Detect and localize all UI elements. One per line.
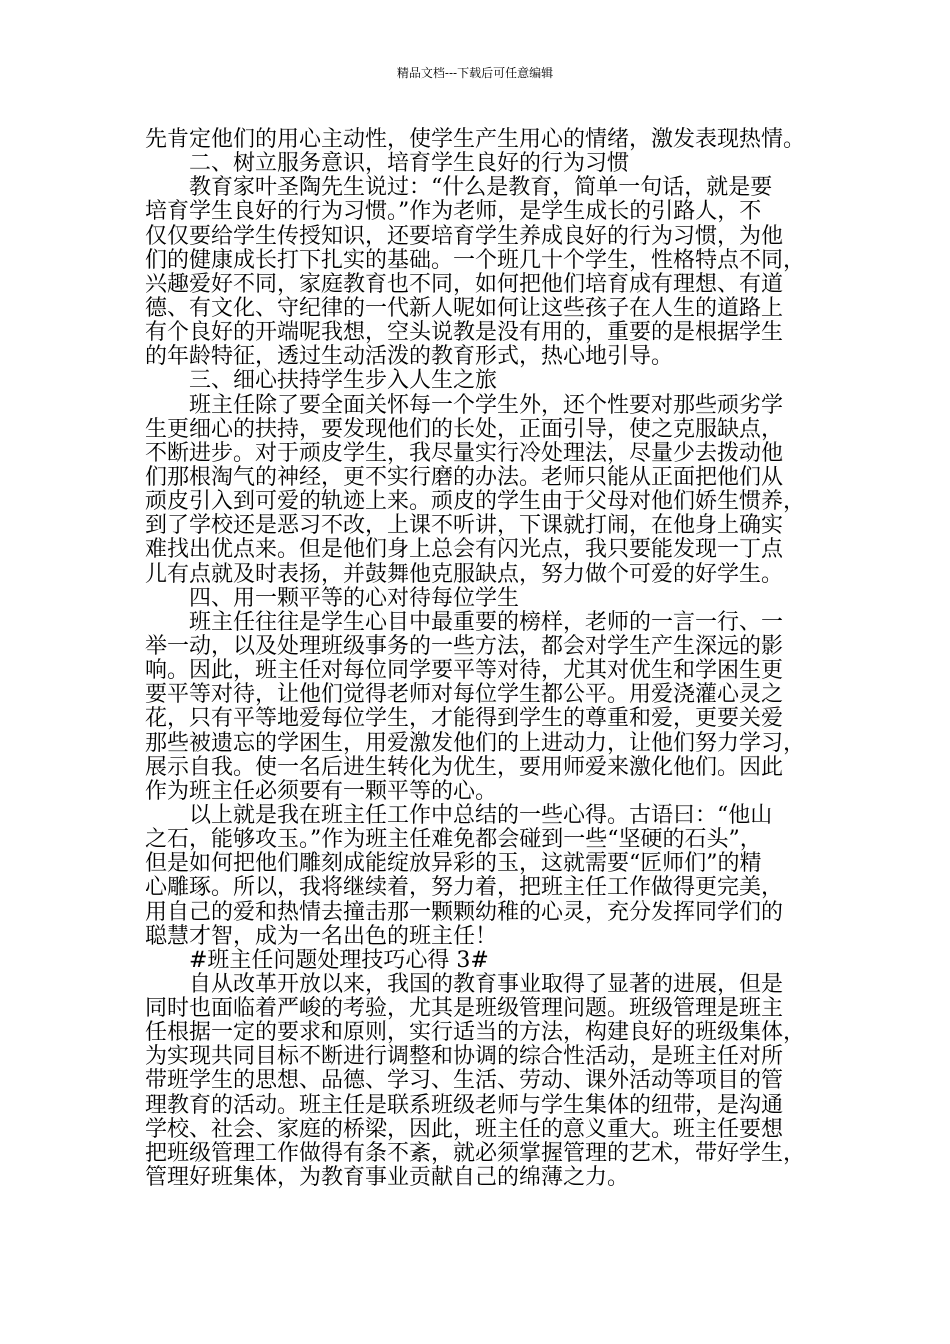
text-line: 四、用一颗平等的心对待每位学生 <box>189 585 520 611</box>
text-line: 德、有文化、守纪律的一代新人呢如何让这些孩子在人生的道路上 <box>145 295 784 321</box>
text-line: 理教育的活动。班主任是联系班级老师与学生集体的纽带，是沟通 <box>145 1092 784 1118</box>
text-line: 响。因此，班主任对每位同学要平等对待，尤其对优生和学困生更 <box>145 658 784 684</box>
text-line: 聪慧才智，成为一名出色的班主任！ <box>145 923 498 949</box>
text-line: 花，只有平等地爱每位学生，才能得到学生的尊重和爱，更要关爱 <box>145 706 784 732</box>
document-body <box>145 128 813 1190</box>
text-line: 心雕琢。所以，我将继续着，努力着，把班主任工作做得更完美， <box>145 875 784 901</box>
text-line: 儿有点就及时表扬，并鼓舞他克服缺点，努力做个可爱的好学生。 <box>145 561 784 587</box>
text-line: 作为班主任必须要有一颗平等的心。 <box>145 778 498 804</box>
text-line: 教育家叶圣陶先生说过：“什么是教育，简单一句话，就是要 <box>189 175 773 201</box>
text-line: 把班级管理工作做得有条不紊，就必须掌握管理的艺术，带好学生， <box>145 1140 806 1166</box>
text-line: 三、细心扶持学生步入人生之旅 <box>189 368 498 394</box>
text-line: 的年龄特征，透过生动活泼的教育形式，热心地引导。 <box>145 344 674 370</box>
text-line: 用自己的爱和热情去撞击那一颗颗幼稚的心灵，充分发挥同学们的 <box>145 899 784 925</box>
text-line: 为实现共同目标不断进行调整和协调的综合性活动，是班主任对所 <box>145 1044 784 1070</box>
text-line: 班主任除了要全面关怀每一个学生外，还个性要对那些顽劣学 <box>189 392 784 418</box>
text-line: 同时也面临着严峻的考验，尤其是班级管理问题。班级管理是班主 <box>145 996 784 1022</box>
text-line: 班主任往往是学生心目中最重要的榜样，老师的一言一行、一 <box>189 609 784 635</box>
text-line: 要平等对待，让他们觉得老师对每位学生都公平。用爱浇灌心灵之 <box>145 682 784 708</box>
text-line: 到了学校还是恶习不改，上课不听讲，下课就打闹，在他身上确实 <box>145 513 784 539</box>
text-line: 任根据一定的要求和原则，实行适当的方法，构建良好的班级集体， <box>145 1020 806 1046</box>
text-line: 顽皮引入到可爱的轨迹上来。顽皮的学生由于父母对他们娇生惯养， <box>145 489 806 515</box>
text-line: 但是如何把他们雕刻成能绽放异彩的玉，这就需要“匠师们”的精 <box>145 851 762 877</box>
text-line: 展示自我。使一名后进生转化为优生，要用师爱来激化他们。因此 <box>145 754 784 780</box>
text-line: 兴趣爱好不同，家庭教育也不同，如何把他们培育成有理想、有道 <box>145 271 784 297</box>
text-line: 那些被遗忘的学困生，用爱激发他们的上进动力，让他们努力学习， <box>145 730 806 756</box>
text-line: 二、树立服务意识，培育学生良好的行为习惯 <box>189 151 630 177</box>
text-line: 不断进步。对于顽皮学生，我尽量实行冷处理法，尽量少去拨动他 <box>145 440 784 466</box>
text-line: 培育学生良好的行为习惯。”作为老师，是学生成长的引路人，不 <box>145 199 762 225</box>
text-line: 带班学生的思想、品德、学习、生活、劳动、课外活动等项目的管 <box>145 1068 784 1094</box>
text-line: 自从改革开放以来，我国的教育事业取得了显著的进展，但是 <box>189 971 784 997</box>
text-line: 管理好班集体，为教育事业贡献自己的绵薄之力。 <box>145 1165 630 1191</box>
text-line: 之石，能够攻玉。”作为班主任难免都会碰到一些“坚硬的石头”， <box>145 827 762 853</box>
text-line: 举一动，以及处理班级事务的一些方法，都会对学生产生深远的影 <box>145 633 784 659</box>
text-line: 先肯定他们的用心主动性，使学生产生用心的情绪，激发表现热情。 <box>145 127 806 152</box>
text-line: 们那根淘气的神经，更不实行磨的办法。老师只能从正面把他们从 <box>145 464 784 490</box>
text-line: 学校、社会、家庭的桥梁，因此，班主任的意义重大。班主任要想 <box>145 1116 784 1142</box>
text-line: 以上就是我在班主任工作中总结的一些心得。古语曰：“他山 <box>189 802 773 828</box>
text-line: 们的健康成长打下扎实的基础。一个班几十个学生，性格特点不同， <box>145 247 806 273</box>
text-line: 仅仅要给学生传授知识，还要培育学生养成良好的行为习惯，为他 <box>145 223 784 249</box>
text-line: #班主任问题处理技巧心得 3# <box>189 947 489 973</box>
page-header: 精品文档---下载后可任意编辑 <box>396 66 554 80</box>
text-line: 难找出优点来。但是他们身上总会有闪光点，我只要能发现一丁点 <box>145 537 784 563</box>
text-line: 生更细心的扶持，要发现他们的长处，正面引导，使之克服缺点， <box>145 416 784 442</box>
text-line: 有个良好的开端呢我想，空头说教是没有用的，重要的是根据学生 <box>145 320 784 346</box>
